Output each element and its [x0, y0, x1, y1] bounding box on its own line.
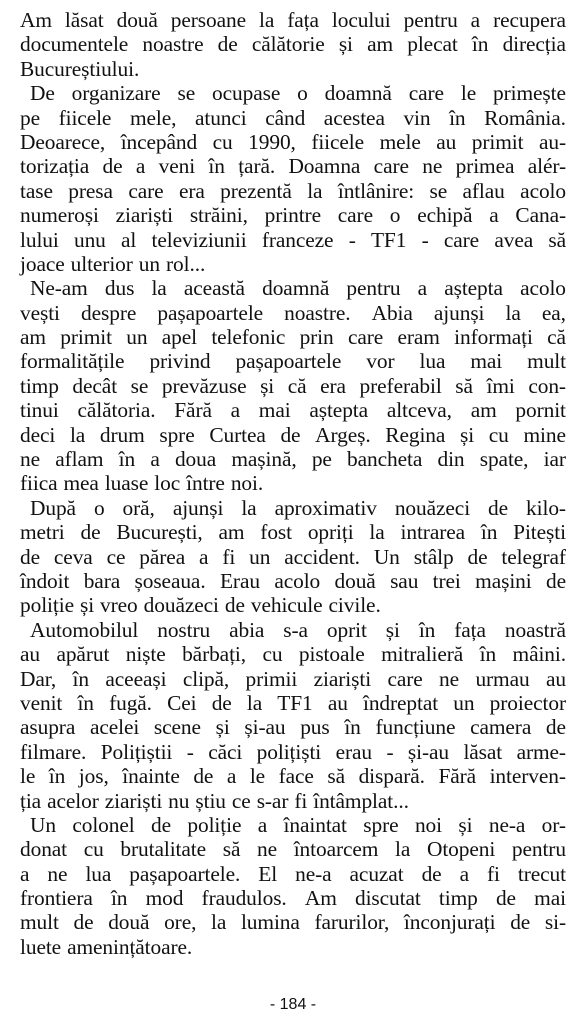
text-line: am primit un apel telefonic prin care eram informați că [20, 325, 566, 350]
text-line: timp decât se prevăzuse și că era preferabil să îmi con- [20, 373, 566, 398]
text-line: vești despre pașapoartele noastre. Abia ajunși la ea, [20, 300, 566, 325]
text-line: De organizare se ocupase o doamnă care le primește [30, 81, 566, 106]
text-line: îndoit bara șoseaua. Erau acolo două sau trei mașini de [20, 568, 566, 593]
text-line: torizația de a veni în țară. Doamna care ne primea alér- [20, 154, 566, 179]
paragraph [20, 618, 566, 813]
text-line: ția acelor ziariști nu știu ce s-ar fi întâmplat... [20, 788, 409, 813]
text-line: poliție și vreo douăzeci de vehicule civile. [20, 593, 381, 618]
text-line: filmare. Polițiștii - căci polițiști erau - și-au lăsat arme- [20, 739, 566, 764]
text-line: luete amenințătoare. [20, 934, 193, 959]
text-line: Bucureștiului. [20, 56, 140, 81]
paragraph [20, 813, 566, 959]
text-line: pe fiicele mele, atunci când acestea vin în România. [20, 105, 566, 130]
text-line: Dar, în aceeași clipă, primii ziariști care ne urmau au [20, 666, 566, 691]
text-line: ne aflam în a doua mașină, pe bancheta din spate, iar [20, 447, 566, 472]
text-line: venit în fugă. Cei de la TF1 au îndreptat un proiector [20, 690, 566, 715]
text-line: asupra acelei scene și și-au pus în funcțiune camera de [20, 715, 566, 740]
document-page [20, 8, 566, 1013]
paragraph [20, 81, 566, 276]
text-line: fiica mea luase loc între noi. [20, 471, 264, 496]
text-line: joace ulterior un rol... [20, 251, 206, 276]
body-text [20, 8, 566, 959]
text-line: au apărut niște bărbați, cu pistoale mitralieră în mâini. [20, 642, 566, 667]
text-line: Deoarece, începând cu 1990, fiicele mele au primit au- [20, 129, 566, 154]
paragraph [20, 276, 566, 496]
text-line: de ceva ce părea a fi un accident. Un stâlp de telegraf [20, 544, 566, 569]
text-line: numeroși ziariști străini, printre care o echipă a Cana- [20, 203, 566, 228]
text-line: deci la drum spre Curtea de Argeș. Regina și cu mine [20, 422, 566, 447]
text-line: După o oră, ajunși la aproximativ nouăzeci de kilo- [30, 495, 566, 520]
text-line: tinui călătoria. Fără a mai aștepta altceva, am pornit [20, 398, 566, 423]
text-line: Automobilul nostru abia s-a oprit și în fața noastră [30, 617, 566, 642]
text-line: lului unu al televiziunii franceze - TF1 - care avea să [20, 227, 566, 252]
text-line: le în jos, înainte de a le face să dispară. Fără interven- [20, 764, 566, 789]
paragraph [20, 496, 566, 618]
text-line: formalitățile privind pașapoartele vor lua mai mult [20, 349, 566, 374]
text-line: frontiera în mod fraudulos. Am discutat timp de mai [20, 886, 566, 911]
paragraph [20, 8, 566, 81]
text-line: mult de două ore, la lumina farurilor, înconjurați de si- [20, 910, 566, 935]
text-line: tase presa care era prezentă la întlânire: se aflau acolo [20, 178, 566, 203]
text-line: Ne-am dus la această doamnă pentru a aștepta acolo [30, 276, 566, 301]
text-line: metri de București, am fost opriți la intrarea în Pitești [20, 520, 566, 545]
text-line: donat cu brutalitate să ne întoarcem la Otopeni pentru [20, 837, 566, 862]
text-line: Un colonel de poliție a înaintat spre noi și ne-a or- [30, 812, 566, 837]
text-line: a ne lua pașapoartele. El ne-a acuzat de a fi trecut [20, 861, 566, 886]
text-line: documentele noastre de călătorie și am plecat în direcția [20, 32, 566, 57]
page-number: - 184 - [269, 996, 317, 1013]
text-line: Am lăsat două persoane la fața locului pentru a recupera [20, 8, 566, 32]
